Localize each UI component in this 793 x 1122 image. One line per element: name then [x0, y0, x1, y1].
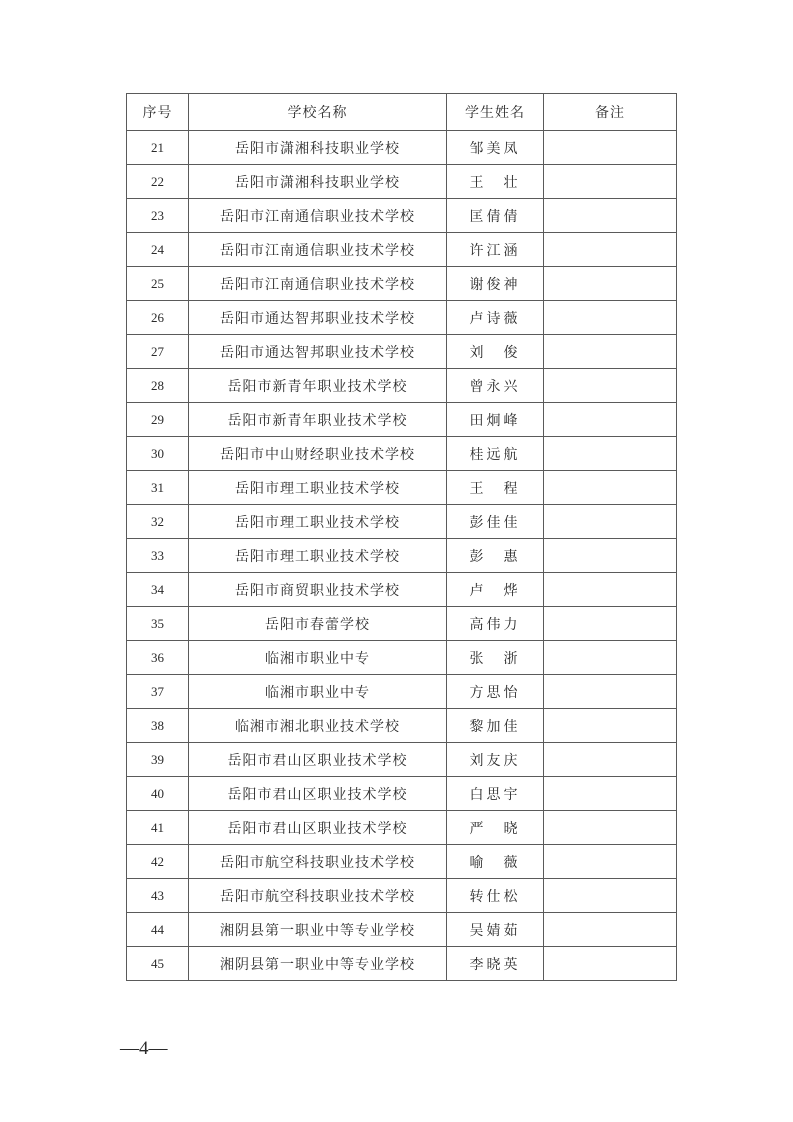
- cell-school-name: 岳阳市新青年职业技术学校: [189, 369, 447, 403]
- cell-note: [544, 607, 677, 641]
- cell-seq: 32: [127, 505, 189, 539]
- cell-school-name: 湘阴县第一职业中等专业学校: [189, 913, 447, 947]
- cell-note: [544, 573, 677, 607]
- cell-school-name: 岳阳市春蕾学校: [189, 607, 447, 641]
- cell-seq: 22: [127, 165, 189, 199]
- cell-school-name: 湘阴县第一职业中等专业学校: [189, 947, 447, 981]
- cell-student-name: 谢俊神: [447, 267, 544, 301]
- cell-student-name: 吴婧茹: [447, 913, 544, 947]
- cell-school-name: 临湘市职业中专: [189, 675, 447, 709]
- table-row: [127, 947, 677, 981]
- cell-seq: 26: [127, 301, 189, 335]
- table-row: [127, 437, 677, 471]
- header-school-name: 学校名称: [189, 94, 447, 131]
- cell-note: [544, 947, 677, 981]
- cell-school-name: 岳阳市潇湘科技职业学校: [189, 165, 447, 199]
- cell-seq: 37: [127, 675, 189, 709]
- table-row: [127, 777, 677, 811]
- cell-seq: 31: [127, 471, 189, 505]
- cell-seq: 33: [127, 539, 189, 573]
- table-row: [127, 845, 677, 879]
- cell-student-name: 许江涵: [447, 233, 544, 267]
- cell-seq: 21: [127, 131, 189, 165]
- cell-school-name: 岳阳市新青年职业技术学校: [189, 403, 447, 437]
- table-row: [127, 335, 677, 369]
- cell-student-name: 邹美凤: [447, 131, 544, 165]
- cell-seq: 35: [127, 607, 189, 641]
- table-row: [127, 607, 677, 641]
- cell-note: [544, 913, 677, 947]
- table-row: [127, 301, 677, 335]
- cell-school-name: 岳阳市江南通信职业技术学校: [189, 199, 447, 233]
- table-row: [127, 573, 677, 607]
- cell-note: [544, 369, 677, 403]
- table-row: [127, 369, 677, 403]
- table-row: [127, 709, 677, 743]
- table-row: [127, 505, 677, 539]
- cell-note: [544, 505, 677, 539]
- cell-student-name: 白思宇: [447, 777, 544, 811]
- cell-school-name: 岳阳市航空科技职业技术学校: [189, 879, 447, 913]
- cell-note: [544, 845, 677, 879]
- cell-note: [544, 471, 677, 505]
- student-roster-table: [126, 93, 677, 981]
- cell-student-name: 刘 俊: [447, 335, 544, 369]
- cell-note: [544, 709, 677, 743]
- cell-seq: 41: [127, 811, 189, 845]
- cell-seq: 25: [127, 267, 189, 301]
- cell-student-name: 卢诗薇: [447, 301, 544, 335]
- cell-seq: 28: [127, 369, 189, 403]
- header-seq: 序号: [127, 94, 189, 131]
- cell-note: [544, 301, 677, 335]
- cell-student-name: 李晓英: [447, 947, 544, 981]
- cell-school-name: 岳阳市理工职业技术学校: [189, 471, 447, 505]
- table-row: [127, 267, 677, 301]
- table-row: [127, 403, 677, 437]
- cell-school-name: 岳阳市理工职业技术学校: [189, 505, 447, 539]
- cell-seq: 43: [127, 879, 189, 913]
- table-row: [127, 165, 677, 199]
- cell-student-name: 黎加佳: [447, 709, 544, 743]
- cell-school-name: 岳阳市商贸职业技术学校: [189, 573, 447, 607]
- cell-school-name: 岳阳市中山财经职业技术学校: [189, 437, 447, 471]
- cell-school-name: 临湘市职业中专: [189, 641, 447, 675]
- cell-school-name: 岳阳市通达智邦职业技术学校: [189, 301, 447, 335]
- cell-student-name: 田炯峰: [447, 403, 544, 437]
- cell-note: [544, 199, 677, 233]
- cell-seq: 29: [127, 403, 189, 437]
- table-header-row: [127, 94, 677, 131]
- cell-student-name: 彭 惠: [447, 539, 544, 573]
- cell-note: [544, 777, 677, 811]
- cell-school-name: 岳阳市理工职业技术学校: [189, 539, 447, 573]
- table-row: [127, 539, 677, 573]
- cell-student-name: 刘友庆: [447, 743, 544, 777]
- cell-seq: 30: [127, 437, 189, 471]
- cell-student-name: 卢 烨: [447, 573, 544, 607]
- cell-seq: 45: [127, 947, 189, 981]
- cell-seq: 42: [127, 845, 189, 879]
- cell-student-name: 转仕松: [447, 879, 544, 913]
- table-row: [127, 131, 677, 165]
- cell-student-name: 喻 薇: [447, 845, 544, 879]
- cell-school-name: 岳阳市潇湘科技职业学校: [189, 131, 447, 165]
- cell-note: [544, 165, 677, 199]
- table-row: [127, 913, 677, 947]
- cell-note: [544, 233, 677, 267]
- cell-student-name: 张 浙: [447, 641, 544, 675]
- cell-student-name: 王 程: [447, 471, 544, 505]
- cell-note: [544, 743, 677, 777]
- cell-note: [544, 811, 677, 845]
- cell-seq: 39: [127, 743, 189, 777]
- cell-student-name: 方思怡: [447, 675, 544, 709]
- cell-note: [544, 675, 677, 709]
- table-row: [127, 879, 677, 913]
- cell-school-name: 岳阳市君山区职业技术学校: [189, 777, 447, 811]
- cell-student-name: 彭佳佳: [447, 505, 544, 539]
- cell-school-name: 临湘市湘北职业技术学校: [189, 709, 447, 743]
- cell-seq: 24: [127, 233, 189, 267]
- cell-note: [544, 437, 677, 471]
- cell-note: [544, 879, 677, 913]
- cell-seq: 38: [127, 709, 189, 743]
- page-number: —4—: [120, 1038, 168, 1059]
- table-row: [127, 811, 677, 845]
- cell-school-name: 岳阳市通达智邦职业技术学校: [189, 335, 447, 369]
- cell-student-name: 王 壮: [447, 165, 544, 199]
- cell-seq: 36: [127, 641, 189, 675]
- cell-note: [544, 267, 677, 301]
- cell-school-name: 岳阳市君山区职业技术学校: [189, 811, 447, 845]
- table-row: [127, 233, 677, 267]
- cell-seq: 44: [127, 913, 189, 947]
- cell-seq: 23: [127, 199, 189, 233]
- table-row: [127, 675, 677, 709]
- cell-seq: 34: [127, 573, 189, 607]
- cell-note: [544, 539, 677, 573]
- cell-note: [544, 131, 677, 165]
- cell-school-name: 岳阳市江南通信职业技术学校: [189, 267, 447, 301]
- cell-student-name: 匡倩倩: [447, 199, 544, 233]
- cell-school-name: 岳阳市君山区职业技术学校: [189, 743, 447, 777]
- cell-note: [544, 335, 677, 369]
- cell-note: [544, 403, 677, 437]
- cell-student-name: 严 晓: [447, 811, 544, 845]
- table-row: [127, 471, 677, 505]
- cell-school-name: 岳阳市江南通信职业技术学校: [189, 233, 447, 267]
- cell-seq: 40: [127, 777, 189, 811]
- table-body: [127, 131, 677, 981]
- table-row: [127, 641, 677, 675]
- cell-student-name: 高伟力: [447, 607, 544, 641]
- table-row: [127, 199, 677, 233]
- table-row: [127, 743, 677, 777]
- cell-note: [544, 641, 677, 675]
- cell-school-name: 岳阳市航空科技职业技术学校: [189, 845, 447, 879]
- header-note: 备注: [544, 94, 677, 131]
- cell-student-name: 曾永兴: [447, 369, 544, 403]
- cell-seq: 27: [127, 335, 189, 369]
- header-student-name: 学生姓名: [447, 94, 544, 131]
- cell-student-name: 桂远航: [447, 437, 544, 471]
